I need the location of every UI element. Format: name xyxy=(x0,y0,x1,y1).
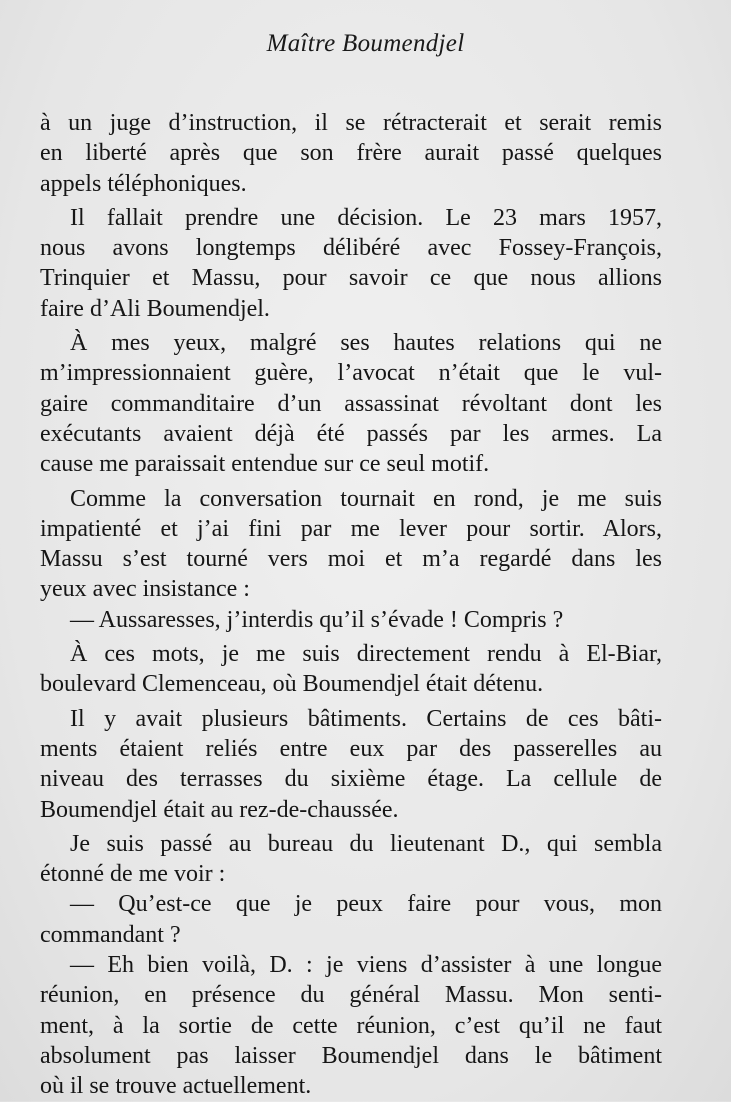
text-line: impatienté et j’ai fini par me lever pour sortir. Alors, xyxy=(40,515,662,542)
running-head: Maître Boumendjel xyxy=(266,30,465,57)
text-line: à un juge d’instruction, il se rétracterait et serait remis xyxy=(40,110,662,136)
text-line: cause me paraissait entendue sur ce seul motif. xyxy=(40,451,490,478)
text-line: Massu s’est tourné vers moi et m’a regardé dans les xyxy=(40,546,662,573)
text-line: ments étaient reliés entre eux par des passerelles au xyxy=(40,735,662,762)
text-line: réunion, en présence du général Massu. Mon senti- xyxy=(40,982,662,1009)
text-line: absolument pas laisser Boumendjel dans le bâtiment xyxy=(40,1042,662,1069)
text-line: — Eh bien voilà, D. : je viens d’assister à une longue xyxy=(70,952,662,979)
text-line: appels téléphoniques. xyxy=(40,170,247,197)
text-line: À ces mots, je me suis directement rendu à El-Biar, xyxy=(70,641,662,668)
text-line: boulevard Clemenceau, où Boumendjel était détenu. xyxy=(40,671,544,698)
text-line: yeux avec insistance : xyxy=(40,576,250,603)
text-line: Boumendjel était au rez-de-chaussée. xyxy=(40,796,399,823)
text-line: en liberté après que son frère aurait passé quelques xyxy=(40,140,662,167)
text-line: — Qu’est-ce que je peux faire pour vous, mon xyxy=(70,891,662,918)
text-line: — Aussaresses, j’interdis qu’il s’évade ! Compris ? xyxy=(70,606,564,633)
text-line: Il fallait prendre une décision. Le 23 mars 1957, xyxy=(70,204,662,231)
text-line: Je suis passé au bureau du lieutenant D., qui sembla xyxy=(70,830,662,857)
text-line: Trinquier et Massu, pour savoir ce que nous allions xyxy=(40,265,662,292)
text-line: étonné de me voir : xyxy=(40,861,226,888)
text-line: ment, à la sortie de cette réunion, c’est qu’il ne faut xyxy=(40,1012,662,1039)
text-line: niveau des terrasses du sixième étage. La cellule de xyxy=(40,766,662,793)
body-text xyxy=(40,108,662,1102)
text-line: gaire commanditaire d’un assassinat révoltant dont les xyxy=(40,390,662,417)
text-line: commandant ? xyxy=(40,921,181,948)
text-line: où il se trouve actuellement. xyxy=(40,1073,312,1100)
text-line: Comme la conversation tournait en rond, je me suis xyxy=(70,485,662,512)
text-line: m’impressionnaient guère, l’avocat n’était que le vul- xyxy=(40,360,662,387)
text-line: Il y avait plusieurs bâtiments. Certains de ces bâti- xyxy=(70,705,662,732)
text-line: À mes yeux, malgré ses hautes relations qui ne xyxy=(70,330,662,357)
text-line: exécutants avaient déjà été passés par les armes. La xyxy=(40,420,662,447)
text-line: nous avons longtemps délibéré avec Fossey-François, xyxy=(40,235,662,262)
text-line: faire d’Ali Boumendjel. xyxy=(40,295,270,322)
